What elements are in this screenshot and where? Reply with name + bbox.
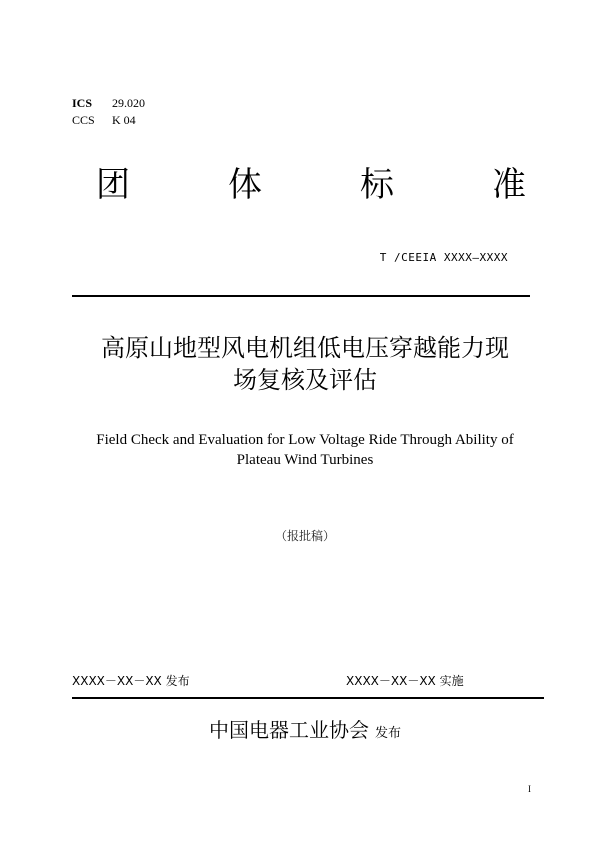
publisher: [60, 714, 550, 743]
bottom-divider: [72, 697, 544, 699]
implement-date: XXXX－XX－XX 实施: [346, 674, 464, 688]
ccs-value: K 04: [112, 113, 136, 127]
english-title: [60, 430, 550, 470]
standard-code: T /CEEIA XXXX—XXXX: [379, 251, 508, 264]
standard-type-char: 准: [492, 165, 526, 205]
ccs-label: CCS: [72, 113, 95, 127]
standard-type-heading: [96, 160, 526, 210]
chinese-title-line: 场复核及评估: [233, 366, 377, 394]
publisher-action: 发布: [374, 726, 401, 741]
standard-type-char: 团: [96, 165, 130, 205]
draft-status: （报批稿）: [274, 529, 335, 543]
ics-classification: [72, 96, 145, 110]
chinese-title-line: 高原山地型风电机组低电压穿越能力现: [101, 334, 509, 362]
publisher-name: 中国电器工业协会: [208, 718, 369, 742]
chinese-title: [60, 332, 550, 396]
standard-type-char: 标: [360, 165, 394, 205]
ics-value: 29.020: [112, 96, 145, 110]
page-number: I: [528, 784, 531, 794]
standard-type-char: 体: [228, 165, 262, 205]
ccs-classification: [72, 113, 136, 127]
english-title-line: Plateau Wind Turbines: [236, 452, 374, 468]
ics-label: ICS: [72, 96, 93, 110]
english-title-line: Field Check and Evaluation for Low Voltage Ride Through Ability of: [96, 432, 514, 448]
publish-date: XXXX－XX－XX 发布: [72, 674, 190, 688]
top-divider: [72, 295, 530, 297]
